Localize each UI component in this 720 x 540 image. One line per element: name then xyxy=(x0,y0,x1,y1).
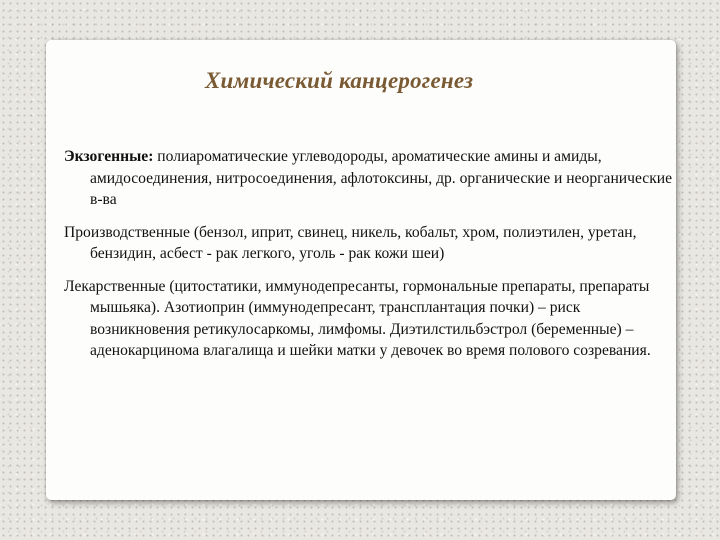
paragraph-text-industrial: Производственные (бензол, иприт, свинец, никель, кобальт, хром, полиэтилен, уретан, бензидин, асбест - рак легкого, уголь - рак кожи шеи) xyxy=(64,223,637,262)
paragraph-medicinal xyxy=(64,276,676,362)
paragraph-lead-exogenous: Экзогенные: xyxy=(64,148,154,165)
slide-title: Химический канцерогенез xyxy=(205,68,474,93)
slide-content xyxy=(64,146,676,373)
paragraph-exogenous xyxy=(64,146,676,211)
paragraph-industrial xyxy=(64,222,676,265)
paragraph-text-exogenous: полиароматические углеводороды, ароматические амины и амиды, амидосоединения, нитросоединения, афлотоксины, др. органические и неорганические в-ва xyxy=(90,148,673,208)
paragraph-text-medicinal: Лекарственные (цитостатики, иммунодепресанты, гормональные препараты, препараты мышьяка). Азотиоприн (иммунодепресант, трансплантация почки) – риск возникновения ретикулосаркомы, лимфомы. Диэтилстильбэстрол (беременные) – аденокарцинома влагалища и шейки матки у девочек во время полового созревания. xyxy=(64,277,651,359)
